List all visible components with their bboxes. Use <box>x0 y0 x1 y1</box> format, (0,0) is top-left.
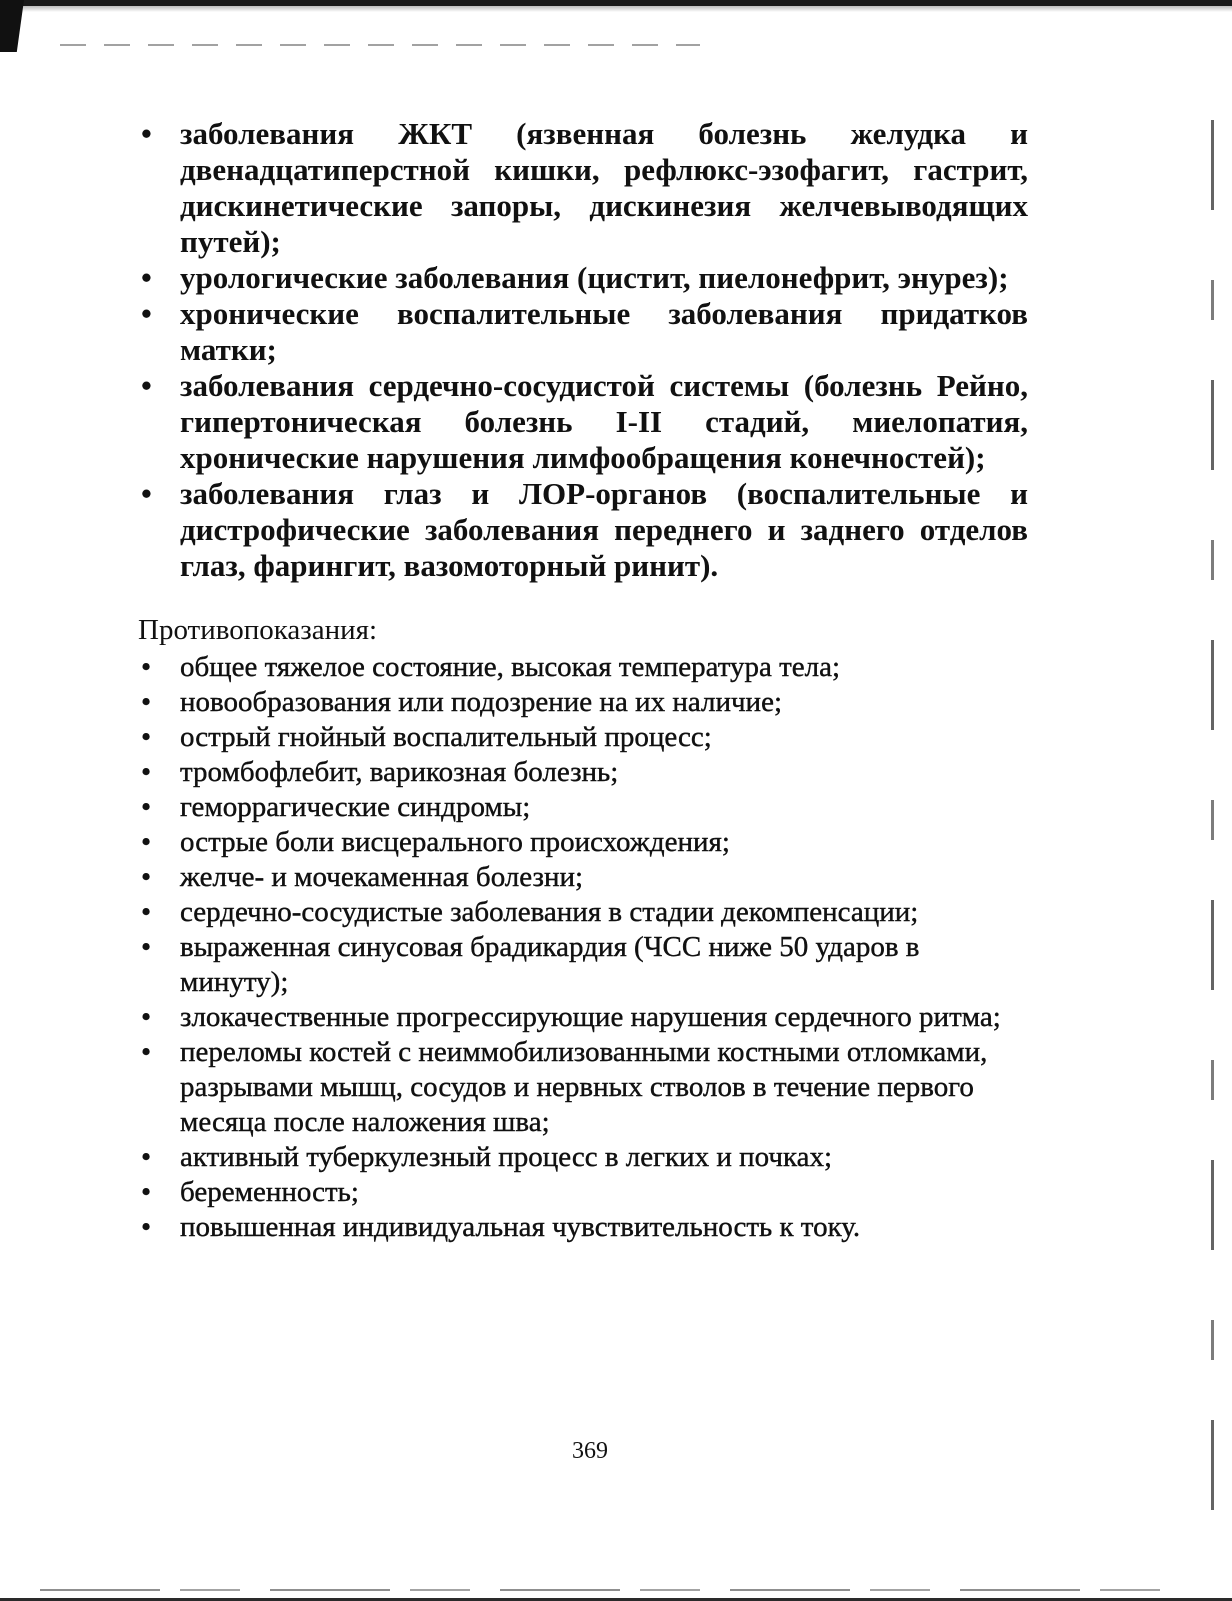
list-item-text: сердечно-сосудистые заболевания в стадии декомпенсации; <box>180 896 919 928</box>
list-item <box>138 825 1028 860</box>
list-item <box>138 790 1028 825</box>
list-item <box>138 720 1028 755</box>
list-item-text: выраженная синусовая брадикардия (ЧСС ниже 50 ударов в минуту); <box>180 931 920 998</box>
scan-right-edge <box>1211 120 1214 1550</box>
bullet: • <box>141 1036 152 1068</box>
list-item-text: беременность; <box>180 1176 359 1208</box>
list-item-text: переломы костей с неиммобилизованными костными отломками, разрывами мышц, сосудов и нервных стволов в течение первого месяца после наложения шва; <box>180 1036 988 1138</box>
bullet: • <box>141 1001 152 1033</box>
list-item-text: острые боли висцерального происхождения; <box>180 826 730 858</box>
bullet: • <box>141 116 152 151</box>
list-item <box>138 1035 1028 1140</box>
list-item-text: желче- и мочекаменная болезни; <box>180 861 584 893</box>
list-item <box>138 1210 1028 1245</box>
list-item-text: хронические воспалительные заболевания придатков матки; <box>180 296 1028 367</box>
bullet: • <box>141 791 152 823</box>
list-item-text: геморрагические синдромы; <box>180 791 531 823</box>
list-item <box>138 368 1028 476</box>
bullet: • <box>141 931 152 963</box>
page-content <box>138 116 1028 1245</box>
bullet: • <box>141 651 152 683</box>
list-item <box>138 860 1028 895</box>
list-item <box>138 930 1028 1000</box>
bullet: • <box>141 368 152 403</box>
bullet: • <box>141 686 152 718</box>
bullet: • <box>141 756 152 788</box>
list-item <box>138 476 1028 584</box>
list-item-text: повышенная индивидуальная чувствительность к току. <box>180 1211 861 1243</box>
bullet: • <box>141 861 152 893</box>
bullet: • <box>141 896 152 928</box>
list-item-text: острый гнойный воспалительный процесс; <box>180 721 712 753</box>
bullet: • <box>141 826 152 858</box>
list-item <box>138 685 1028 720</box>
list-item <box>138 895 1028 930</box>
list-item <box>138 650 1028 685</box>
page-number: 369 <box>572 1438 608 1464</box>
contraindications-list <box>138 650 1028 1245</box>
bullet: • <box>141 721 152 753</box>
list-item <box>138 1140 1028 1175</box>
bullet: • <box>141 296 152 331</box>
list-item-text: урологические заболевания (цистит, пиелонефрит, энурез); <box>180 260 1009 295</box>
list-item-text: новообразования или подозрение на их наличие; <box>180 686 783 718</box>
contraindications-heading: Противопоказания: <box>138 614 378 646</box>
list-item-text: заболевания ЖКТ (язвенная болезнь желудка и двенадцатиперстной кишки, рефлюкс-эзофагит, гастрит, дискинетические запоры, дискинезия желчевыводящих путей); <box>180 116 1028 259</box>
list-item-text: активный туберкулезный процесс в легких и почках; <box>180 1141 833 1173</box>
scan-corner-mark <box>0 0 24 52</box>
list-item-text: тромбофлебит, варикозная болезнь; <box>180 756 619 788</box>
bullet: • <box>141 1141 152 1173</box>
list-item <box>138 1000 1028 1035</box>
scan-top-artifact <box>60 44 700 46</box>
list-item <box>138 1175 1028 1210</box>
list-item-text: заболевания глаз и ЛОР-органов (воспалительные и дистрофические заболевания переднего и заднего отделов глаз, фарингит, вазомоторный ринит). <box>180 476 1028 583</box>
list-item <box>138 116 1028 260</box>
list-item <box>138 296 1028 368</box>
list-item <box>138 260 1028 296</box>
scan-top-edge <box>0 0 1232 12</box>
bullet: • <box>141 1211 152 1243</box>
bullet: • <box>141 260 152 295</box>
list-item-text: заболевания сердечно-сосудистой системы (болезнь Рейно, гипертоническая болезнь I-II стадий, миелопатия, хронические нарушения лимфообращения конечностей); <box>180 368 1028 475</box>
bullet: • <box>141 476 152 511</box>
list-item-text: общее тяжелое состояние, высокая температура тела; <box>180 651 841 683</box>
list-item <box>138 755 1028 790</box>
scan-bottom-edge <box>0 1591 1232 1601</box>
list-item-text: злокачественные прогрессирующие нарушения сердечного ритма; <box>180 1001 1001 1033</box>
indications-list <box>138 116 1028 584</box>
bullet: • <box>141 1176 152 1208</box>
